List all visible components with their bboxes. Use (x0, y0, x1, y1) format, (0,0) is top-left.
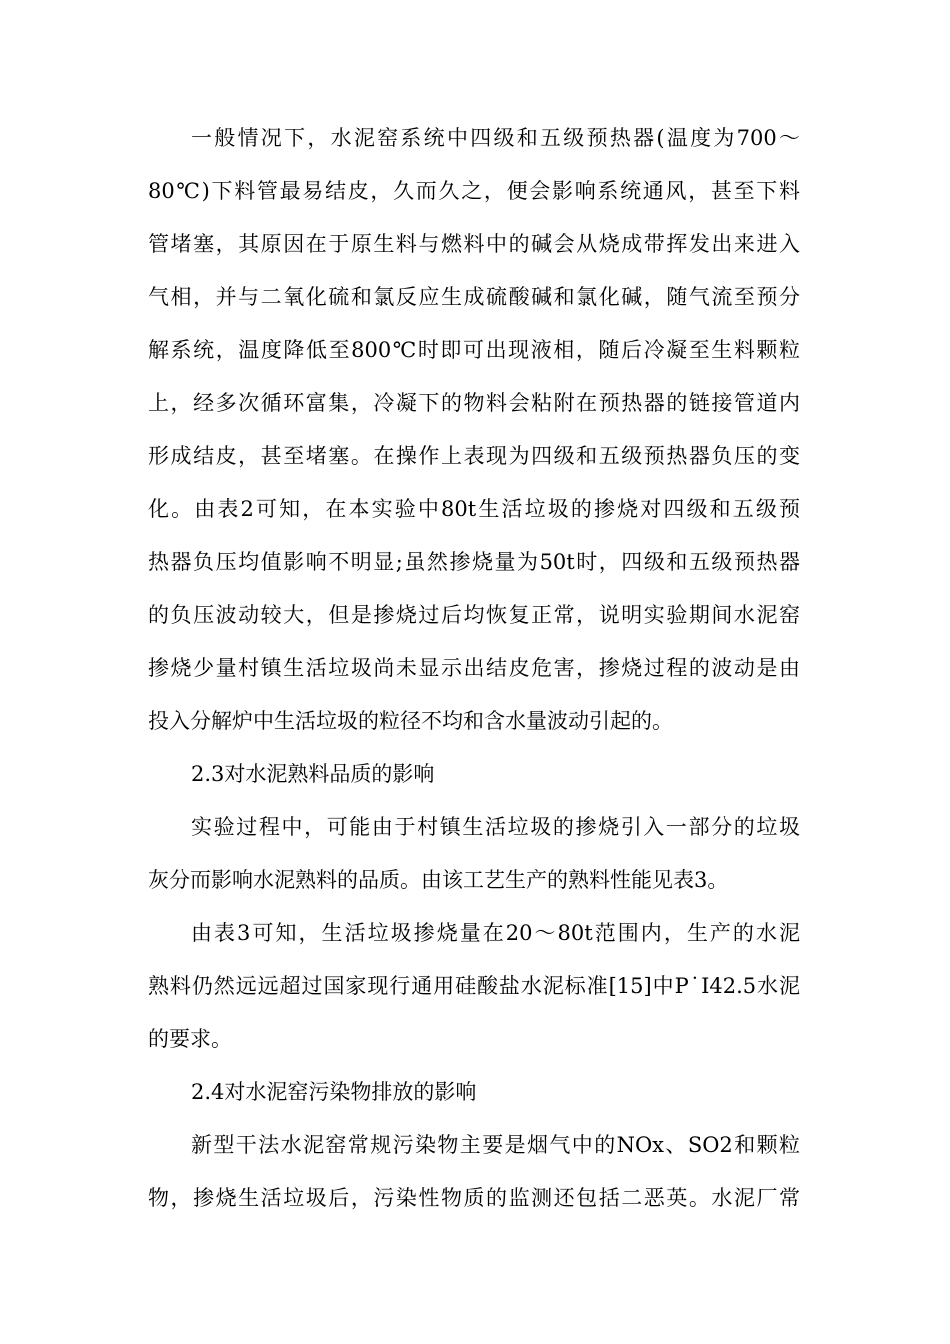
paragraph-line: 形成结皮，甚至堵塞。在操作上表现为四级和五级预热器负压的变 (148, 444, 800, 468)
paragraph-line: 解系统，温度降低至800℃时即可出现液相，随后冷凝至生料颗粒 (148, 338, 800, 362)
paragraph-line: 的负压波动较大，但是掺烧过后均恢复正常，说明实验期间水泥窑 (148, 603, 800, 627)
paragraph-line: 上，经多次循环富集，冷凝下的物料会粘附在预热器的链接管道内 (148, 391, 800, 415)
paragraph-line: 由表3可知，生活垃圾掺烧量在20～80t范围内，生产的水泥 (191, 921, 800, 945)
paragraph-line: 热器负压均值影响不明显;虽然掺烧量为50t时，四级和五级预热器 (148, 550, 800, 574)
paragraph-line: 投入分解炉中生活垃圾的粒径不均和含水量波动引起的。 (148, 709, 673, 733)
paragraph-line: 熟料仍然远远超过国家现行通用硅酸盐水泥标准[15]中P˙I42.5水泥 (148, 974, 800, 998)
paragraph-line: 物，掺烧生活垃圾后，污染性物质的监测还包括二恶英。水泥厂常 (148, 1186, 800, 1210)
section-heading: 2.4对水泥窑污染物排放的影响 (191, 1080, 477, 1104)
paragraph-line: 气相，并与二氧化硫和氯反应生成硫酸碱和氯化碱，随气流至预分 (148, 285, 800, 309)
paragraph-line: 一般情况下，水泥窑系统中四级和五级预热器(温度为700～ (191, 126, 800, 150)
paragraph-line: 化。由表2可知，在本实验中80t生活垃圾的掺烧对四级和五级预 (148, 497, 800, 521)
paragraph-line: 的要求。 (148, 1027, 232, 1051)
body-text (148, 116, 800, 1229)
paragraph-line: 80℃)下料管最易结皮，久而久之，便会影响系统通风，甚至下料 (148, 179, 800, 203)
section-heading: 2.3对水泥熟料品质的影响 (191, 762, 435, 786)
paragraph-line: 新型干法水泥窑常规污染物主要是烟气中的NOx、SO2和颗粒 (191, 1133, 800, 1157)
paragraph-line: 实验过程中，可能由于村镇生活垃圾的掺烧引入一部分的垃圾 (191, 815, 800, 839)
paragraph-line: 灰分而影响水泥熟料的品质。由该工艺生产的熟料性能见表3。 (148, 868, 729, 892)
paragraph-line: 管堵塞，其原因在于原生料与燃料中的碱会从烧成带挥发出来进入 (148, 232, 800, 256)
paragraph-line: 掺烧少量村镇生活垃圾尚未显示出结皮危害，掺烧过程的波动是由 (148, 656, 800, 680)
